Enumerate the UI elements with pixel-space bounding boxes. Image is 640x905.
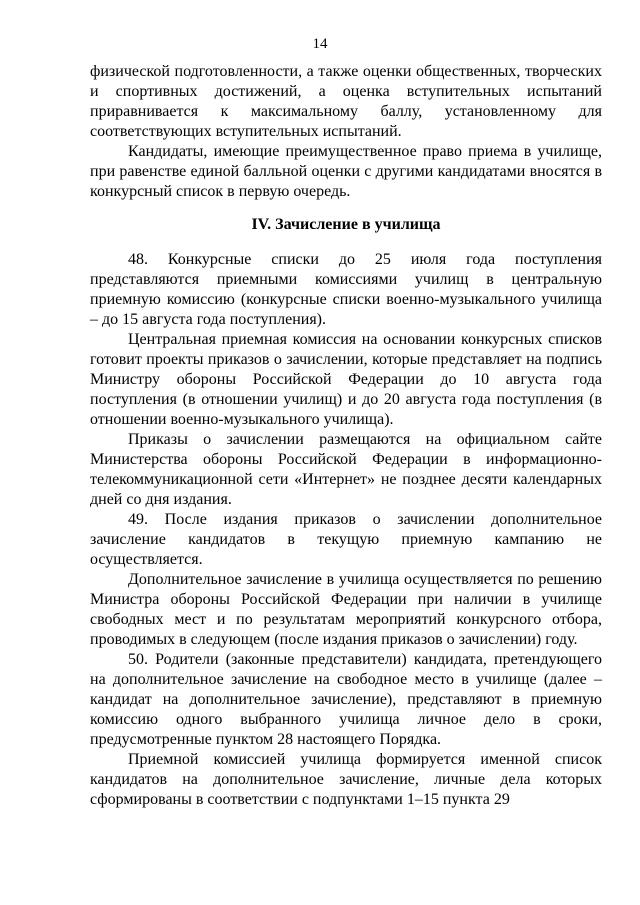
paragraph: Приказы о зачислении размещаются на официальном сайте Министерства обороны Российской Федерации в информационно-телекоммуникационной сети «Интернет» не позднее десяти календарных дней со дня издания. bbox=[90, 431, 602, 508]
paragraph: 50. Родители (законные представители) кандидата, претендующего на дополнительное зачисление на свободное место в училище (далее – кандидат на дополнительное зачисление), представляют в приемную комиссию одного выбранного училища личное дело в сроки, предусмотренные пунктом 28 настоящего Порядка. bbox=[90, 651, 602, 748]
page-number: 14 bbox=[312, 36, 328, 52]
paragraph: 48. Конкурсные списки до 25 июля года поступления представляются приемными комиссиями училищ в центральную приемную комиссию (конкурсные списки военно-музыкального училища – до 15 августа года поступления). bbox=[90, 251, 602, 328]
paragraph-continuation: физической подготовленности, а также оценки общественных, творческих и спортивных достижений, а оценка вступительных испытаний приравнивается к максимальному баллу, установленному для соответствующих вступительных испытаний. bbox=[90, 63, 602, 140]
paragraph: 49. После издания приказов о зачислении дополнительное зачисление кандидатов в текущую приемную кампанию не осуществляется. bbox=[90, 511, 602, 568]
paragraph: Кандидаты, имеющие преимущественное право приема в училище, при равенстве единой балльной оценки с другими кандидатами вносятся в конкурсный список в первую очередь. bbox=[90, 143, 602, 200]
section-heading: IV. Зачисление в училища bbox=[251, 216, 441, 233]
paragraph: Дополнительное зачисление в училища осуществляется по решению Министра обороны Российской Федерации при наличии в училище свободных мест и по результатам мероприятий конкурсного отбора, проводимых в следующем (после издания приказов о зачислении) году. bbox=[90, 571, 602, 648]
document-body bbox=[90, 62, 602, 810]
paragraph: Центральная приемная комиссия на основании конкурсных списков готовит проекты приказов о зачислении, которые представляет на подпись Министру обороны Российской Федерации до 10 августа года поступления (в отношении училищ) и до 20 августа года поступления (в отношении военно-музыкального училища). bbox=[90, 331, 602, 428]
paragraph: Приемной комиссией училища формируется именной список кандидатов на дополнительное зачисление, личные дела которых сформированы в соответствии с подпунктами 1–15 пункта 29 bbox=[90, 751, 602, 808]
